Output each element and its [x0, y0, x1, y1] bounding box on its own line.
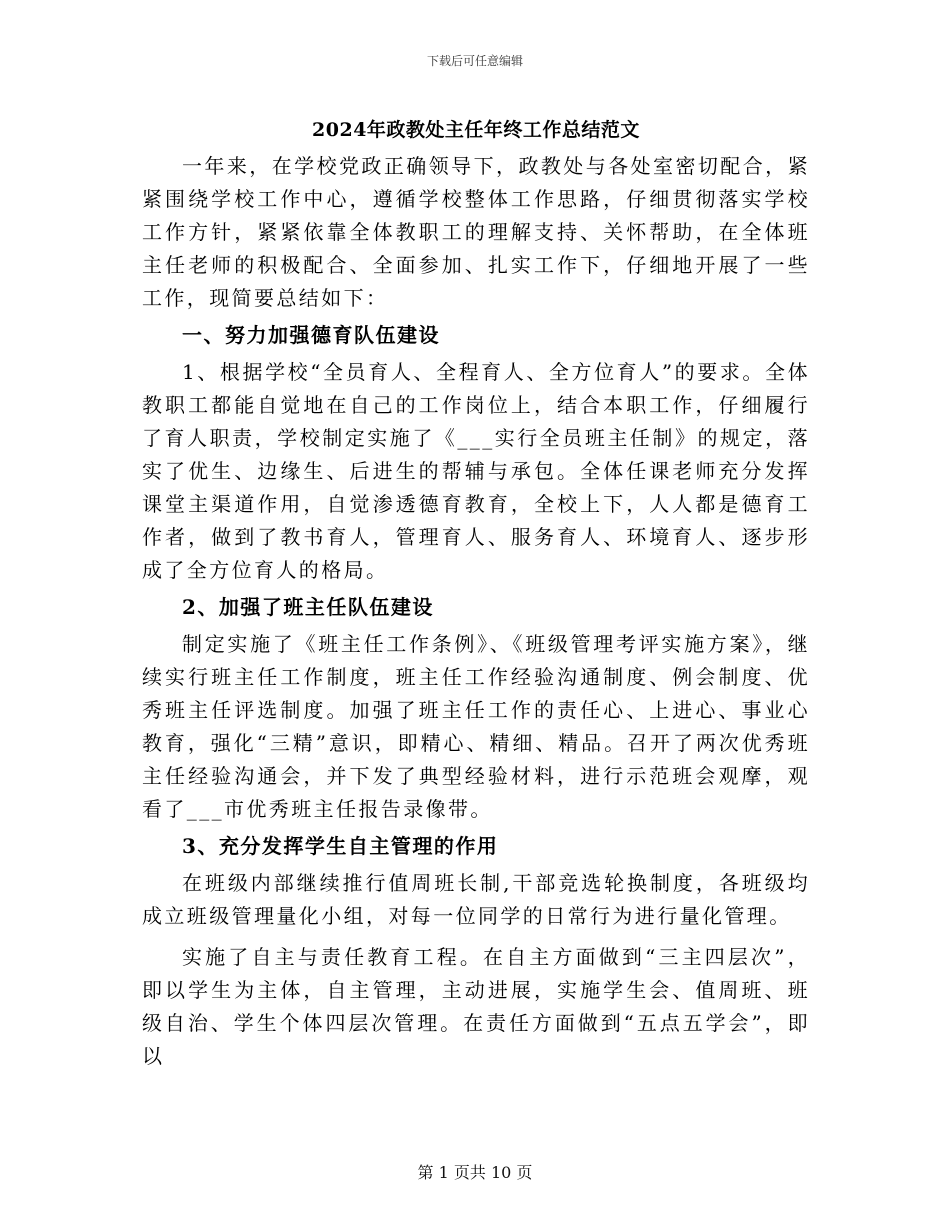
document-title: 2024年政教处主任年终工作总结范文: [312, 119, 640, 141]
intro-paragraph: 一年来，在学校党政正确领导下，政教处与各处室密切配合，紧紧围绕学校工作中心，遵循学校整体工作思路，仔细贯彻落实学校工作方针，紧紧依靠全体教职工的理解支持、关怀帮助，在全体班主任老师的积极配合、全面参加、扎实工作下，仔细地开展了一些工作，现简要总结如下：: [142, 154, 810, 310]
section-3-paragraph-1: 在班级内部继续推行值周班长制,干部竞选轮换制度，各班级均成立班级管理量化小组，对每一位同学的日常行为进行量化管理。: [142, 871, 810, 928]
header-note: 下载后可任意编辑: [426, 54, 523, 68]
document-body: [142, 108, 810, 1073]
page-number-footer: 第 1 页共 10 页: [417, 1163, 533, 1182]
section-3-heading: 3、充分发挥学生自主管理的作用: [182, 834, 499, 858]
section-1-heading: 一、努力加强德育队伍建设: [182, 323, 440, 347]
section-3-paragraph-2: 实施了自主与责任教育工程。在自主方面做到“三主四层次”，即以学生为主体，自主管理，主动进展，实施学生会、值周班、班级自治、学生个体四层次管理。在责任方面做到“五点五学会”，即以: [142, 945, 810, 1068]
section-2-heading: 2、加强了班主任队伍建设: [182, 595, 434, 619]
section-2-paragraph: 制定实施了《班主任工作条例》、《班级管理考评实施方案》，继续实行班主任工作制度，班主任工作经验沟通制度、例会制度、优秀班主任评选制度。加强了班主任工作的责任心、上进心、事业心教育，强化“三精”意识，即精心、精细、精品。召开了两次优秀班主任经验沟通会，并下发了典型经验材料，进行示范班会观摩，观看了___市优秀班主任报告录像带。: [142, 632, 810, 821]
section-1-paragraph: 1、根据学校“全员育人、全程育人、全方位育人”的要求。全体教职工都能自觉地在自己的工作岗位上，结合本职工作，仔细履行了育人职责，学校制定实施了《___实行全员班主任制》的规定，落实了优生、边缘生、后进生的帮辅与承包。全体任课老师充分发挥课堂主渠道作用，自觉渗透德育教育，全校上下，人人都是德育工作者，做到了教书育人，管理育人、服务育人、环境育人、逐步形成了全方位育人的格局。: [142, 360, 810, 582]
